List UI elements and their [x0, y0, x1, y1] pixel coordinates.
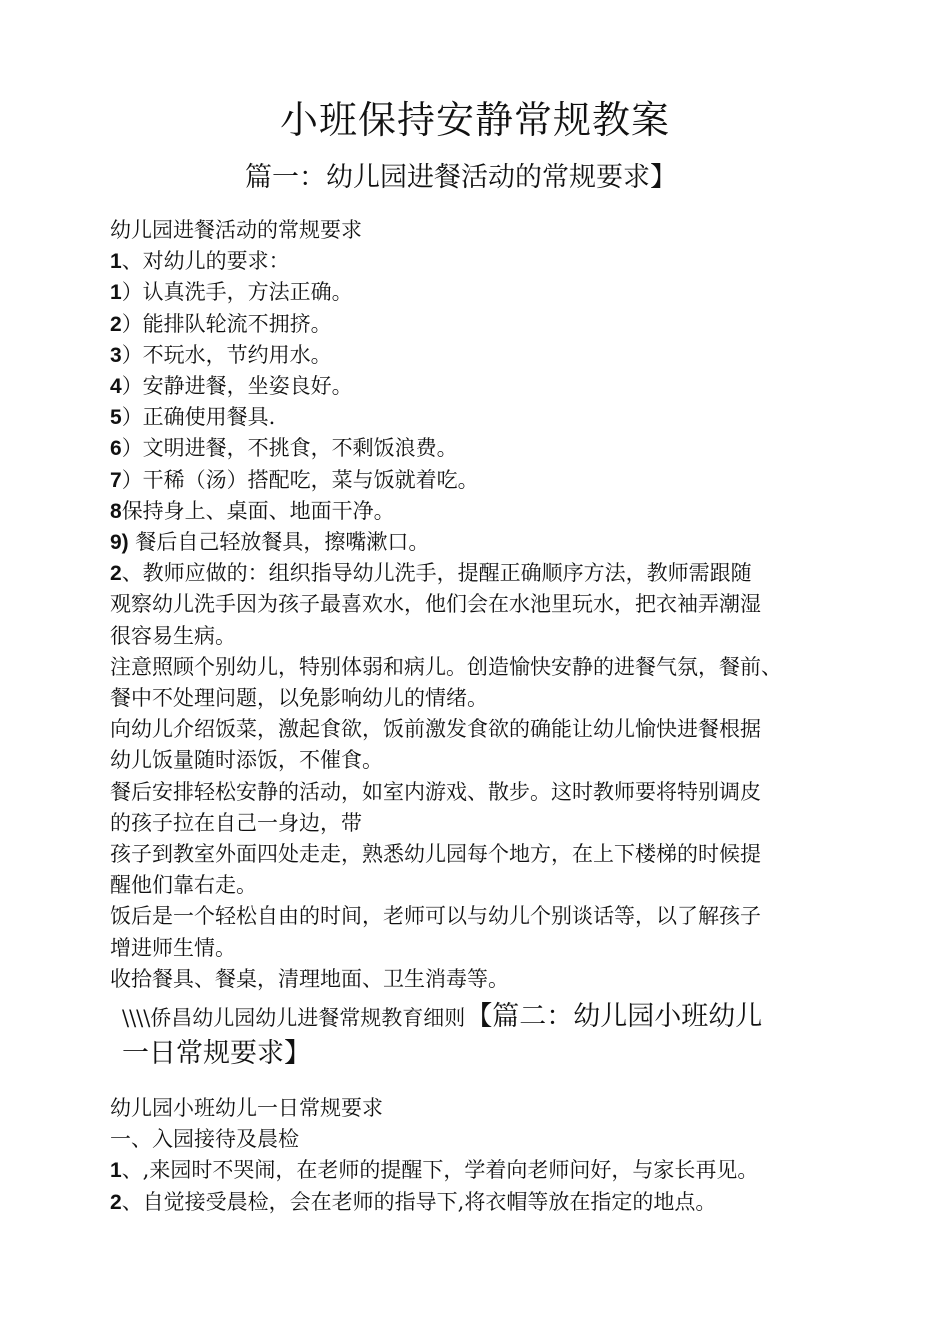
- line-text: ）认真洗手，方法正确。: [121, 280, 353, 305]
- line-number: 1: [110, 281, 122, 305]
- text-line: [110, 589, 761, 619]
- section2-heading: [122, 1000, 842, 1074]
- line-text: ）干稀（汤）搭配吃，菜与饭就着吃。: [121, 467, 479, 492]
- text-line: [110, 1155, 758, 1186]
- text-line: [110, 714, 761, 744]
- line-text: ）不玩水，节约用水。: [121, 342, 332, 367]
- line-text: 观察幼儿洗手因为孩子最喜欢水，他们会在水池里玩水，把衣袖弄潮湿: [110, 592, 761, 617]
- line-text: 醒他们靠右走。: [110, 873, 257, 898]
- line-text: 增进师生情。: [110, 935, 236, 960]
- section2-heading-a: 【篇二：幼儿园小班幼儿: [465, 1001, 763, 1032]
- text-line: [110, 527, 429, 558]
- line-text: 、自觉接受晨检，会在老师的指导下,将衣帽等放在指定的地点。: [121, 1189, 717, 1214]
- document-title: 小班保持安静常规教案: [279, 98, 670, 142]
- line-text: 、,来园时不哭闹，在老师的提醒下，学着向老师问好，与家长再见。: [121, 1158, 759, 1183]
- line-number: 7: [110, 468, 122, 492]
- text-line: [110, 652, 782, 682]
- line-text: 保持身上、桌面、地面干净。: [121, 498, 395, 523]
- text-line: [110, 433, 458, 464]
- line-text: 饭后是一个轻松自由的时间，老师可以与幼儿个别谈话等，以了解孩子: [110, 904, 761, 929]
- line-text: 幼儿园进餐活动的常规要求: [110, 218, 362, 242]
- line-text: 很容易生病。: [110, 623, 236, 648]
- line-text: 幼儿园小班幼儿一日常规要求: [110, 1096, 383, 1120]
- line-number: 4: [110, 375, 122, 398]
- text-line: [110, 402, 275, 433]
- text-line: [110, 340, 332, 371]
- text-line: [110, 1124, 299, 1154]
- line-text: 向幼儿介绍饭菜，激起食欲，饭前激发食欲的确能让幼儿愉快进餐根据: [110, 717, 761, 742]
- line-text: 、对幼儿的要求：: [121, 249, 290, 274]
- line-number: 6: [110, 437, 122, 461]
- text-line: [110, 964, 509, 994]
- line-text: ）文明进餐，不挑食，不剩饭浪费。: [121, 436, 458, 461]
- text-line: [110, 246, 290, 277]
- text-line: [110, 215, 362, 245]
- line-number: 9): [110, 531, 129, 554]
- line-text: 的孩子拉在自己一身边，带: [110, 810, 362, 835]
- line-text: 孩子到教室外面四处走走，熟悉幼儿园每个地方，在上下楼梯的时候提: [110, 842, 761, 866]
- line-number: 5: [110, 406, 122, 430]
- line-text: ）正确使用餐具.: [121, 405, 276, 430]
- text-line: [110, 558, 752, 589]
- text-line: [110, 309, 332, 340]
- line-number: 1: [110, 250, 122, 274]
- line-text: 幼儿饭量随时添饭，不催食。: [110, 748, 383, 773]
- line-number: 3: [110, 343, 122, 367]
- line-number: 2: [110, 312, 122, 336]
- text-line: [110, 1093, 383, 1123]
- text-line: [110, 277, 353, 308]
- line-text: ）能排队轮流不拥挤。: [121, 311, 332, 336]
- line-text: 餐后自己轻放餐具，擦嘴漱口。: [128, 530, 430, 554]
- line-text: 注意照顾个别幼儿，特别体弱和病儿。创造愉快安静的进餐气氛，餐前、: [110, 654, 782, 679]
- text-line: [110, 621, 236, 651]
- text-line: [110, 870, 257, 900]
- text-line: [110, 371, 353, 402]
- line-number: 8: [110, 499, 122, 523]
- line-number: 1: [110, 1159, 122, 1183]
- text-line: [110, 808, 362, 838]
- line-number: 2: [110, 562, 122, 586]
- line-text: 、教师应做的：组织指导幼儿洗手，提醒正确顺序方法，教师需跟随: [121, 561, 752, 586]
- line-text: 一、入园接待及晨检: [110, 1127, 299, 1152]
- text-line: [110, 901, 761, 931]
- section2-prefix: \\\\侨昌幼儿园幼儿进餐常规教育细则: [122, 1006, 466, 1030]
- text-line: [110, 777, 761, 807]
- text-line: [110, 933, 236, 963]
- section2-heading-b: 一日常规要求】: [122, 1038, 311, 1069]
- line-number: 2: [110, 1190, 122, 1214]
- text-line: [110, 496, 395, 527]
- line-text: 餐后安排轻松安静的活动，如室内游戏、散步。这时教师要将特别调皮: [110, 779, 761, 804]
- text-line: [110, 745, 383, 775]
- text-line: [110, 839, 761, 869]
- section1-heading: 篇一：幼儿园进餐活动的常规要求】: [245, 162, 677, 193]
- line-text: 餐中不处理问题，以免影响幼儿的情绪。: [110, 686, 488, 710]
- text-line: [110, 1187, 716, 1218]
- line-text: ）安静进餐，坐姿良好。: [121, 374, 353, 398]
- text-line: [110, 465, 479, 496]
- line-text: 收拾餐具、餐桌，清理地面、卫生消毒等。: [110, 966, 509, 991]
- text-line: [110, 683, 488, 713]
